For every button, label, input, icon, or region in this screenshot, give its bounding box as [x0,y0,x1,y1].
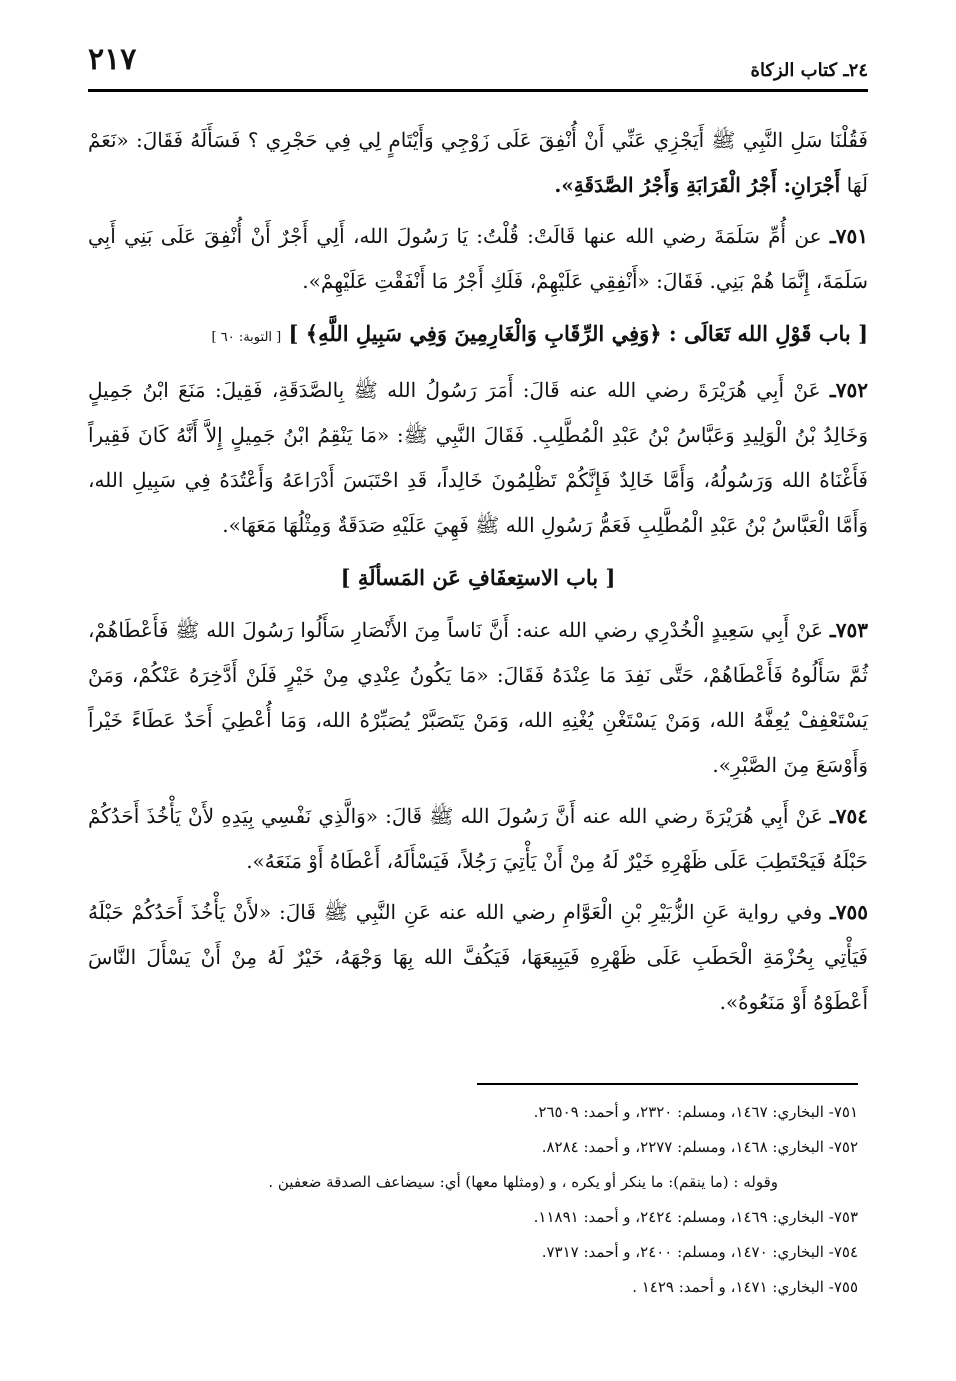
hadith-text: عن أُمِّ سَلَمَةَ رضي الله عنها قَالَتْ: قُلْتُ: يَا رَسُولَ الله، أَلِي أَجْرٌ أَنْ أُنْفِقَ عَلَى بَنِي أَبِي سَلَمَةَ، إِنَّمَا هُمْ بَنِي. فَقَالَ: «أَنْفِقِي عَلَيْهِمْ، فَلَكِ أَجْرُ مَا أَنْفَقْتِ عَلَيْهِمْ». [88,224,868,293]
hadith-text: عَنْ أَبِي هُرَيْرَةَ رضي الله عنه قَالَ: أَمَرَ رَسُولُ الله ﷺ بِالصَّدَقَةِ، فَقِيلَ: مَنَعَ ابْنُ جَمِيلٍ وَخَالِدُ بْنُ الْوَلِيدِ وَعَبَّاسُ بْنُ عَبْدِ الْمُطَّلِبِ. فَقَالَ النَّبِي ﷺ: «مَا يَنْقِمُ ابْنُ جَمِيلٍ إِلاَّ أَنَّهُ كَانَ فَقِيراً فَأَغْنَاهُ الله وَرَسُولُهُ، وَأَمَّا خَالِدٌ فَإِنَّكُمْ تَظْلِمُونَ خَالِداً، قَدِ احْتَبَسَ أَدْرَاعَهُ وَأَعْتُدَهُ فِي سَبِيلِ الله، وَأَمَّا الْعَبَّاسُ بْنُ عَبْدِ الْمُطَّلِبِ فَعَمُّ رَسُولِ الله ﷺ فَهِيَ عَلَيْهِ صَدَقَةٌ وَمِثْلُهَا مَعَهَا». [88,378,868,537]
page-number: ٢١٧ [88,42,137,77]
hadith-752 [88,368,868,548]
footnote-gloss: وقوله : (ما ينقم): ما ينكر أو يكره ، و (ومثلها معها) أي: سيضاعف الصدقة ضعفين . [268,1173,778,1191]
footnote-755: ٧٥٥- البخاري: ١٤٧١، و أحمد: ١٤٢٩ . [632,1278,858,1296]
hadith-number: ٧٥٤ـ [829,804,868,828]
running-head: ٢٤ـ كتاب الزكاة [750,60,868,81]
chapter-heading-riqab [88,310,868,362]
hadith-number: ٧٥١ـ [829,224,868,248]
footnotes [98,1096,858,1306]
paragraph-continued [88,118,868,208]
hadith-754 [88,794,868,884]
hadith-number: ٧٥٢ـ [829,378,868,402]
hadith-number: ٧٥٣ـ [829,618,869,642]
hadith-755 [88,890,868,1025]
continued-line-1: فَقُلْنَا سَلِ النَّبِي ﷺ أَيَجْزِي عَنِّي أَنْ أُنْفِقَ عَلَى زَوْجِي وَأَيْتَامٍ لِي فِي حَجْرِي ؟ فَسَأَلَهُ فَقَالَ: «نَعَمْ لَهَا [88,128,868,197]
chapter-title: [ باب قَوْلِ الله تَعَالَى : ﴿وَفِي الرِّقَابِ وَالْغَارِمِينَ وَفِي سَبِيلِ اللَّهِ﴾ ] [288,321,868,346]
footnote-753: ٧٥٣- البخاري: ١٤٦٩، ومسلم: ٢٤٢٤، و أحمد: ١١٨٩١. [533,1208,858,1226]
footnote-752: ٧٥٢- البخاري: ١٤٦٨، ومسلم: ٢٢٧٧، و أحمد: ٨٢٨٤. [541,1138,858,1156]
quran-reference: [ التوبة: ٦٠ ] [211,330,282,345]
continued-line-2: أَجْرَانِ: أَجْرُ الْقَرَابَةِ وَأَجْرُ الصَّدَقَةِ». [554,173,841,197]
footnote-754: ٧٥٤- البخاري: ١٤٧٠، ومسلم: ٢٤٠٠، و أحمد: ٧٣١٧. [541,1243,858,1261]
hadith-text: وفي رواية عَنِ الزُّبَيْرِ بْنِ الْعَوَّامِ رضي الله عنه عَنِ النَّبِي ﷺ قَالَ: «لأَنْ يَأْخُذَ أَحَدُكُمْ حَبْلَهُ فَيَأْتِي بِحُزْمَةِ الْحَطَبِ عَلَى ظَهْرِهِ فَيَبِيعَهَا، فَيَكُفَّ الله بِهَا وَجْهَهُ، خَيْرٌ لَهُ مِنْ أَنْ يَسْأَلَ النَّاسَ أَعْطَوْهُ أَوْ مَنَعُوهُ». [88,900,868,1014]
page-header [88,40,868,90]
header-rule [88,89,868,92]
chapter-heading-istiffaf [88,554,868,602]
chapter-title: [ باب الاستِعفَافِ عَن المَسألَةِ ] [340,565,616,590]
footnote-751: ٧٥١- البخاري: ١٤٦٧، ومسلم: ٢٣٢٠، و أحمد: ٢٦٥٠٩. [533,1103,858,1121]
hadith-text: عَنْ أَبِي هُرَيْرَةَ رضي الله عنه أَنَّ رَسُولَ الله ﷺ قَالَ: «وَالَّذِي نَفْسِي بِيَدِهِ لأَنْ يَأْخُذَ أَحَدُكُمْ حَبْلَهُ فَيَحْتَطِبَ عَلَى ظَهْرِهِ خَيْرٌ لَهُ مِنْ أَنْ يَأْتِيَ رَجُلاً، فَيَسْأَلَهُ، أَعْطَاهُ أَوْ مَنَعَهُ». [88,804,868,873]
hadith-text: عَنْ أَبِي سَعِيدٍ الْخُدْرِي رضي الله عنه: أَنَّ نَاساً مِنَ الأَنْصَارِ سَأَلُوا رَسُولَ الله ﷺ فَأَعْطَاهُمْ، ثُمَّ سَأَلُوهُ فَأَعْطَاهُمْ، حَتَّى نَفِدَ مَا عِنْدَهُ فَقَالَ: «مَا يَكُونُ عِنْدِي مِنْ خَيْرٍ فَلَنْ أَدَّخِرَهُ عَنْكُمْ، وَمَنْ يَسْتَعْفِفْ يُعِفَّهُ الله، وَمَنْ يَسْتَغْنِ يُغْنِهِ الله، وَمَنْ يَتَصَبَّرْ يُصَبِّرْهُ الله، وَمَا أُعْطِيَ أَحَدٌ عَطَاءً خَيْراً وَأَوْسَعَ مِنَ الصَّبْرِ». [88,618,868,777]
hadith-751 [88,214,868,304]
hadith-753 [88,608,868,788]
main-text [88,118,868,1031]
hadith-number: ٧٥٥ـ [829,900,868,924]
footnote-rule [477,1083,858,1085]
